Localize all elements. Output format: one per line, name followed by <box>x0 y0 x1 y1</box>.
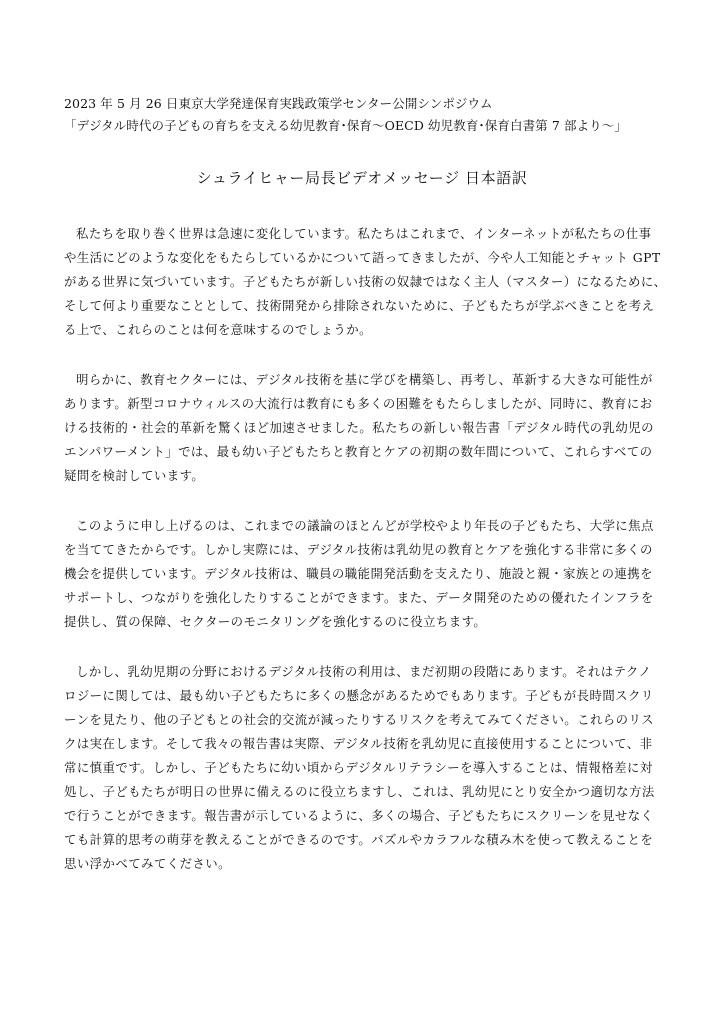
paragraph-line: 提供し、質の保障、セクターのモニタリングを強化するのに役立ちます。 <box>64 614 487 629</box>
document-body <box>64 222 667 902</box>
paragraph-line: クは実在します。そして我々の報告書は実際、デジタル技術を乳幼児に直接使用することについて、非 <box>64 736 653 751</box>
paragraph-line: そして何より重要なこととして、技術開発から排除されないために、子どもたちが学ぶべきことを考え <box>64 298 655 313</box>
paragraph <box>64 514 664 634</box>
paragraph-line: ける技術的・社会的革新を驚くほど加速させました。私たちの新しい報告書「デジタル時代の乳幼児の <box>64 420 654 435</box>
header-date-event: 2023 年 5 月 26 日東京大学発達保育実践政策学センター公開シンポジウム <box>64 96 493 111</box>
paragraph-line: このように申し上げるのは、これまでの議論のほとんどが学校やより年長の子どもたち、大学に焦点 <box>76 518 654 533</box>
paragraph-line: 思い浮かべてみてください。 <box>64 856 231 871</box>
header-symposium-title: 「デジタル時代の子どもの育ちを支える幼児教育･保育〜OECD 幼児教育･保育白書第 7 部より〜」 <box>64 118 627 133</box>
paragraph-line: や生活にどのような変化をもたらしているかについて語ってきましたが、今や人工知能とチャット GPT <box>64 250 661 265</box>
paragraph-line: 常に慎重です。しかし、子どもたちに幼い頃からデジタルリテラシーを導入することは、情報格差に対 <box>64 760 653 775</box>
paragraph-line: 疑問を検討しています。 <box>64 468 205 483</box>
page-title: シュライヒャー局長ビデオメッセージ 日本語訳 <box>196 169 528 187</box>
paragraph-line: あります。新型コロナウィルスの大流行は教育にも多くの困難をもたらしましたが、同時に、教育にお <box>64 396 653 411</box>
paragraph-line: サポートし、つながりを強化したりすることができます。また、データ開発のための優れたインフラを <box>64 590 654 605</box>
paragraph-line: ーンを見たり、他の子どもとの社会的交流が減ったりするリスクを考えてみてください。これらのリス <box>64 712 654 727</box>
paragraph <box>64 660 664 876</box>
paragraph-line: ロジーに関しては、最も幼い子どもたちに多くの懸念があるためでもあります。子どもが長時間スクリ <box>64 688 654 703</box>
paragraph-line: エンパワーメント」では、最も幼い子どもたちと教育とケアの初期の数年間について、これらすべての <box>64 444 653 459</box>
paragraph-line: 処し、子どもたちが明日の世界に備えるのに役立ちますし、これは、乳幼児にとり安全かつ適切な方法 <box>64 784 655 799</box>
document-header <box>64 93 684 137</box>
paragraph-line: を当ててきたからです。しかし実際には、デジタル技術は乳幼児の教育とケアを強化する非常に多くの <box>64 542 653 557</box>
paragraph-line: しかし、乳幼児期の分野におけるデジタル技術の利用は、まだ初期の段階にあります。それはテクノ <box>76 664 652 679</box>
paragraph-line: がある世界に気づいています。子どもたちが新しい技術の奴隷ではなく主人（マスター）になるために、 <box>64 274 667 289</box>
paragraph-line: ても計算的思考の萌芽を教えることができるのです。パズルやカラフルな積み木を使って教えることを <box>64 832 654 847</box>
paragraph <box>64 222 667 342</box>
paragraph-line: 機会を提供しています。デジタル技術は、職員の職能開発活動を支えたり、施設と親・家族との連携を <box>64 566 653 581</box>
paragraph-line: る上で、これらのことは何を意味するのでしょうか。 <box>64 322 372 337</box>
paragraph <box>64 368 664 488</box>
paragraph-line: 明らかに、教育セクターには、デジタル技術を基に学びを構築し、再考し、革新する大きな可能性が <box>76 372 653 387</box>
paragraph-line: で行うことができます。報告書が示しているように、多くの場合、子どもたちにスクリーンを見せなく <box>64 808 654 823</box>
paragraph-line: 私たちを取り巻く世界は急速に変化しています。私たちはこれまで、インターネットが私たちの仕事 <box>76 226 652 241</box>
